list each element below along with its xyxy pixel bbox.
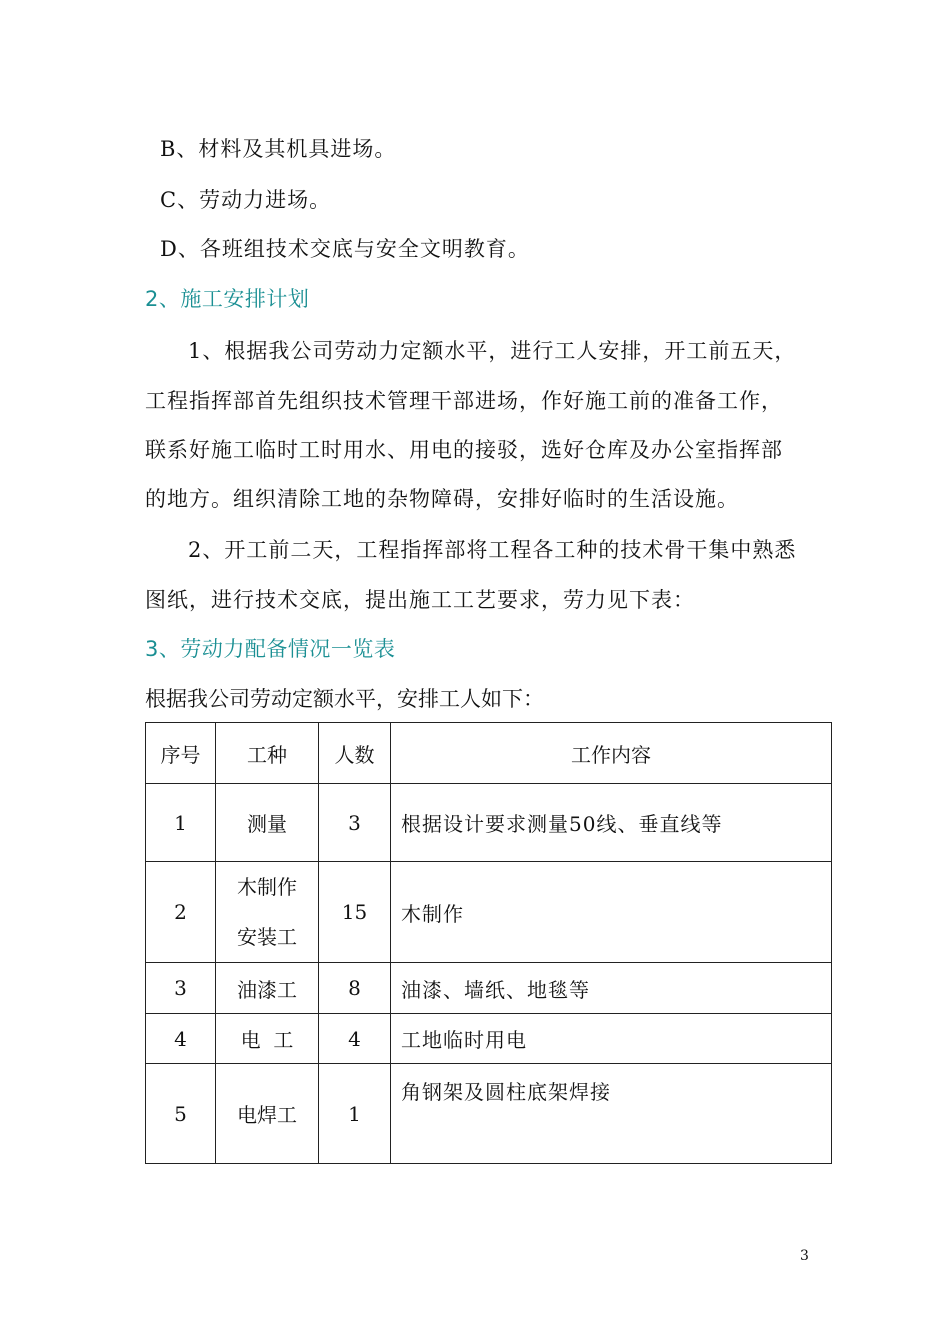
cell-trade: 油漆工	[216, 963, 319, 1014]
cell-trade: 电焊工	[216, 1064, 319, 1164]
cell-no: 3	[146, 963, 216, 1014]
cell-trade-line-1: 木制作	[237, 875, 297, 899]
paragraph-2-line-2: 图纸，进行技术交底，提出施工工艺要求，劳力见下表：	[145, 588, 695, 612]
cell-trade	[216, 862, 319, 963]
paragraph-1-line-2: 工程指挥部首先组织技术管理干部进场，作好施工前的准备工作，	[145, 389, 783, 413]
header-trade: 工种	[216, 723, 319, 784]
labor-table	[145, 722, 832, 1164]
table-row	[146, 862, 832, 963]
cell-content: 根据设计要求测量50线、垂直线等	[391, 784, 832, 862]
cell-count: 3	[319, 784, 391, 862]
cell-content: 工地临时用电	[391, 1014, 832, 1064]
cell-count: 1	[319, 1064, 391, 1164]
section-heading-2: 2、施工安排计划	[145, 287, 310, 311]
table-intro: 根据我公司劳动定额水平，安排工人如下：	[145, 687, 544, 711]
header-count: 人数	[319, 723, 391, 784]
item-d: D、各班组技术交底与安全文明教育。	[160, 237, 530, 261]
cell-content: 木制作	[391, 862, 832, 963]
table-row	[146, 784, 832, 862]
cell-count: 15	[319, 862, 391, 963]
header-content: 工作内容	[391, 723, 832, 784]
paragraph-2-line-1: 2、开工前二天，工程指挥部将工程各工种的技术骨干集中熟悉	[188, 538, 797, 562]
item-c: C、劳动力进场。	[160, 188, 332, 212]
cell-trade: 测量	[216, 784, 319, 862]
cell-content: 角钢架及圆柱底架焊接	[391, 1064, 832, 1164]
cell-no: 1	[146, 784, 216, 862]
page-number: 3	[800, 1248, 809, 1264]
table-header-row	[146, 723, 832, 784]
cell-count: 8	[319, 963, 391, 1014]
cell-trade: 电 工	[216, 1014, 319, 1064]
section-heading-3: 3、劳动力配备情况一览表	[145, 637, 396, 661]
cell-content: 油漆、墙纸、地毯等	[391, 963, 832, 1014]
paragraph-1-line-3: 联系好施工临时工时用水、用电的接驳，选好仓库及办公室指挥部	[145, 438, 783, 462]
cell-count: 4	[319, 1014, 391, 1064]
table-row	[146, 1064, 832, 1164]
table-row	[146, 963, 832, 1014]
header-no: 序号	[146, 723, 216, 784]
paragraph-1-line-4: 的地方。组织清除工地的杂物障碍，安排好临时的生活设施。	[145, 487, 739, 511]
table-row	[146, 1014, 832, 1064]
item-b: B、材料及其机具进场。	[160, 137, 397, 161]
cell-no: 5	[146, 1064, 216, 1164]
cell-no: 4	[146, 1014, 216, 1064]
paragraph-1-line-1: 1、根据我公司劳动力定额水平，进行工人安排，开工前五天，	[188, 339, 797, 363]
cell-trade-line-2: 安装工	[237, 925, 297, 949]
cell-no: 2	[146, 862, 216, 963]
